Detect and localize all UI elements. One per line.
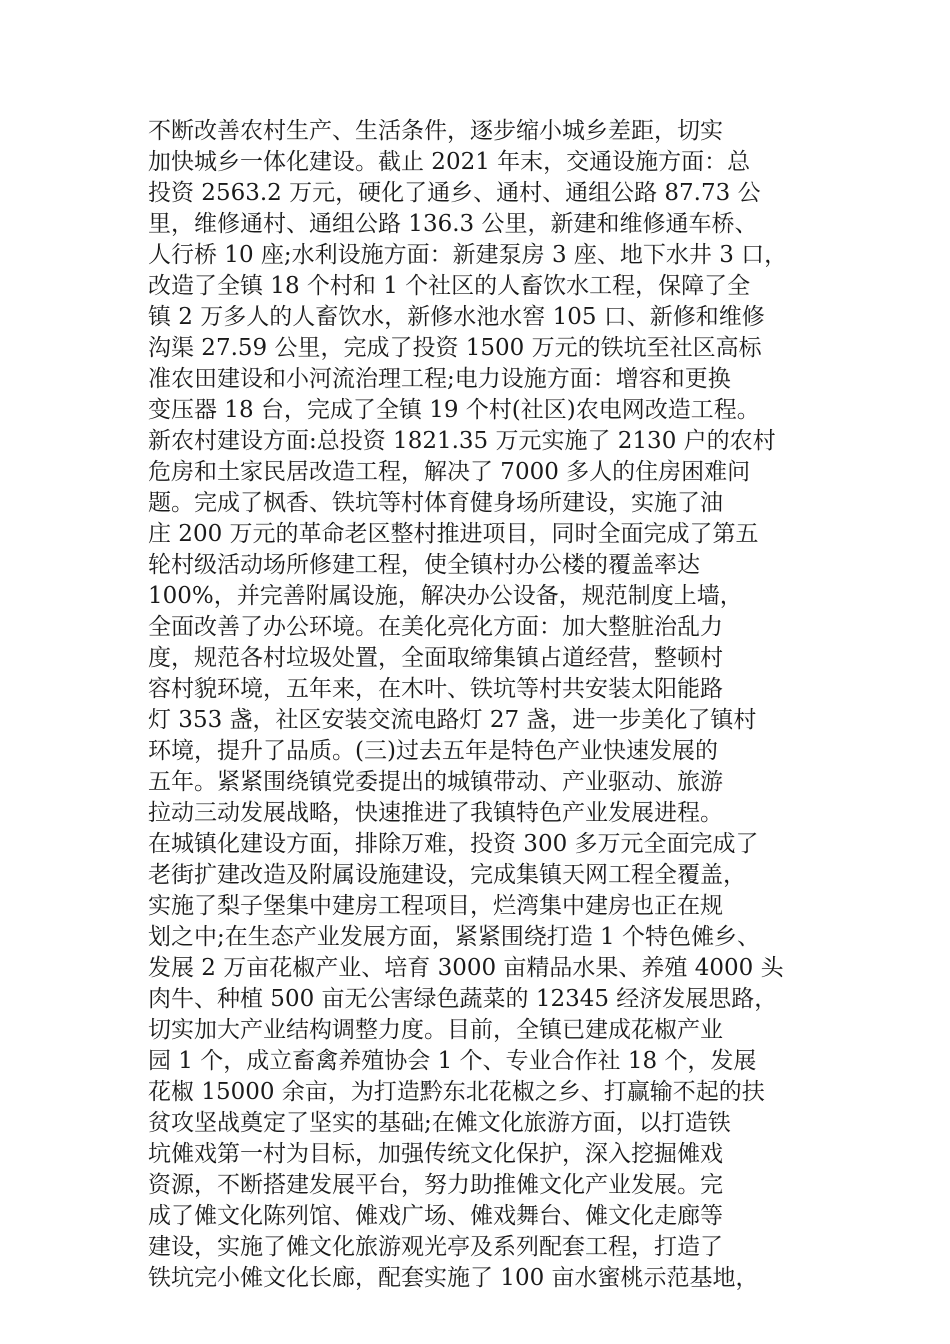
text-line: 准农田建设和小河流治理工程;电力设施方面：增容和更换 xyxy=(148,366,731,392)
text-line: 切实加大产业结构调整力度。目前，全镇已建成花椒产业 xyxy=(148,1017,723,1043)
text-line: 铁坑完小傩文化长廊，配套实施了 100 亩水蜜桃示范基地， xyxy=(148,1265,759,1291)
text-line: 肉牛、种植 500 亩无公害绿色蔬菜的 12345 经济发展思路， xyxy=(148,986,778,1012)
text-line: 轮村级活动场所修建工程，使全镇村办公楼的覆盖率达 xyxy=(148,552,700,578)
text-line: 贫攻坚战奠定了坚实的基础;在傩文化旅游方面，以打造铁 xyxy=(148,1110,731,1136)
text-line: 100%，并完善附属设施，解决办公设备，规范制度上墙， xyxy=(148,583,743,609)
text-line: 建设，实施了傩文化旅游观光亭及系列配套工程，打造了 xyxy=(148,1234,723,1260)
text-line: 划之中;在生态产业发展方面，紧紧围绕打造 1 个特色傩乡、 xyxy=(148,924,761,950)
text-line: 不断改善农村生产、生活条件，逐步缩小城乡差距，切实 xyxy=(148,118,723,144)
text-line: 花椒 15000 余亩，为打造黔东北花椒之乡、打赢输不起的扶 xyxy=(148,1079,765,1105)
text-line: 实施了梨子堡集中建房工程项目，烂湾集中建房也正在规 xyxy=(148,893,723,919)
text-line: 灯 353 盏，社区安装交流电路灯 27 盏，进一步美化了镇村 xyxy=(148,707,757,733)
text-line: 园 1 个，成立畜禽养殖协会 1 个、专业合作社 18 个，发展 xyxy=(148,1048,757,1074)
text-line: 新农村建设方面:总投资 1821.35 万元实施了 2130 户的农村 xyxy=(148,428,776,454)
text-line: 变压器 18 台，完成了全镇 19 个村(社区)农电网改造工程。 xyxy=(148,397,760,423)
text-line: 危房和土家民居改造工程，解决了 7000 多人的住房困难问 xyxy=(148,459,751,485)
text-line: 庄 200 万元的革命老区整村推进项目，同时全面完成了第五 xyxy=(148,521,759,547)
text-line: 里，维修通村、通组公路 136.3 公里，新建和维修通车桥、 xyxy=(148,211,758,237)
text-line: 投资 2563.2 万元，硬化了通乡、通村、通组公路 87.73 公 xyxy=(148,180,761,206)
text-line: 题。完成了枫香、铁坑等村体育健身场所建设，实施了油 xyxy=(148,490,723,516)
text-line: 环境，提升了品质。(三)过去五年是特色产业快速发展的 xyxy=(148,738,718,764)
text-line: 容村貌环境，五年来，在木叶、铁坑等村共安装太阳能路 xyxy=(148,676,723,702)
text-line: 成了傩文化陈列馆、傩戏广场、傩戏舞台、傩文化走廊等 xyxy=(148,1203,723,1229)
text-line: 发展 2 万亩花椒产业、培育 3000 亩精品水果、养殖 4000 头 xyxy=(148,955,784,981)
text-line: 度，规范各村垃圾处置，全面取缔集镇占道经营，整顿村 xyxy=(148,645,723,671)
text-line: 五年。紧紧围绕镇党委提出的城镇带动、产业驱动、旅游 xyxy=(148,769,723,795)
text-line: 加快城乡一体化建设。截止 2021 年末，交通设施方面：总 xyxy=(148,149,751,175)
text-line: 拉动三动发展战略，快速推进了我镇特色产业发展进程。 xyxy=(148,800,723,826)
text-line: 人行桥 10 座;水利设施方面：新建泵房 3 座、地下水井 3 口， xyxy=(148,242,788,268)
text-line: 资源，不断搭建发展平台，努力助推傩文化产业发展。完 xyxy=(148,1172,723,1198)
text-line: 改造了全镇 18 个村和 1 个社区的人畜饮水工程，保障了全 xyxy=(148,273,751,299)
text-line: 老街扩建改造及附属设施建设，完成集镇天网工程全覆盖， xyxy=(148,862,746,888)
text-line: 在城镇化建设方面，排除万难，投资 300 多万元全面完成了 xyxy=(148,831,759,857)
text-line: 镇 2 万多人的人畜饮水，新修水池水窖 105 口、新修和维修 xyxy=(148,304,765,330)
text-line: 坑傩戏第一村为目标，加强传统文化保护，深入挖掘傩戏 xyxy=(148,1141,723,1167)
text-line: 全面改善了办公环境。在美化亮化方面：加大整脏治乱力 xyxy=(148,614,723,640)
text-line: 沟渠 27.59 公里，完成了投资 1500 万元的铁坑至社区高标 xyxy=(148,335,762,361)
body-text xyxy=(148,116,848,1294)
